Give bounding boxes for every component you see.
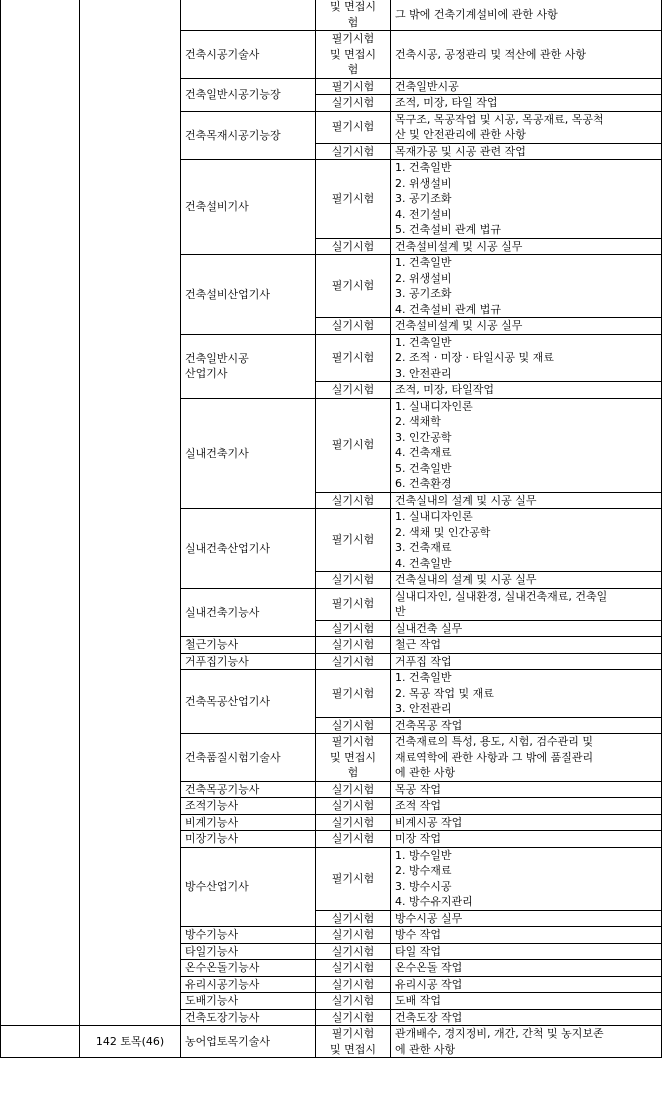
test-method-cell	[316, 31, 391, 79]
test-content-cell	[391, 382, 662, 399]
qualification-cell-line: 거푸집기능사	[185, 654, 249, 668]
qualification-cell-line: 타일기능사	[185, 944, 239, 958]
qualification-cell-line: 유리시공기능사	[185, 977, 260, 991]
test-content-cell	[391, 143, 662, 160]
test-method-cell	[316, 831, 391, 848]
test-method-cell	[316, 255, 391, 318]
test-method-cell-line: 필기시험	[331, 192, 375, 205]
test-content-cell	[391, 398, 662, 492]
test-content-cell	[391, 927, 662, 944]
qualification-cell	[181, 334, 316, 398]
test-content-cell-line: 건축재료의 특성, 용도, 시험, 검수관리 및	[395, 735, 593, 748]
test-method-cell	[316, 653, 391, 670]
test-content-cell	[391, 95, 662, 112]
qualification-cell	[181, 1026, 316, 1058]
qualification-cell-line: 조적기능사	[185, 799, 239, 812]
test-method-cell-line: 실기시험	[331, 961, 375, 974]
test-content-cell	[391, 798, 662, 815]
test-content-cell-line: 3. 인간공학	[395, 430, 452, 444]
test-content-cell	[391, 831, 662, 848]
test-method-cell-line: 험	[347, 63, 359, 76]
qualification-cell-line: 건축목공기능사	[185, 782, 260, 796]
test-method-cell-line: 및 면접시	[329, 750, 376, 764]
test-content-cell-line: 유리시공 작업	[395, 977, 463, 991]
test-content-cell-line: 5. 건축설비 관계 법규	[395, 223, 501, 236]
test-content-cell-line: 2. 목공 작업 및 재료	[395, 686, 494, 700]
test-content-cell-line: 비계시공 작업	[395, 815, 463, 829]
test-content-cell-line: 6. 건축환경	[395, 477, 452, 490]
table-row	[1, 1026, 662, 1058]
qualification-cell-line: 건축일반시공	[185, 351, 249, 365]
test-content-cell-line: 건축실내의 설계 및 시공 실무	[395, 493, 537, 507]
test-content-cell	[391, 976, 662, 993]
test-content-cell-line: 2. 색채 및 인간공학	[395, 525, 491, 539]
qualification-cell-line: 철근기능사	[185, 638, 239, 651]
test-content-cell-line: 3. 공기조화	[395, 287, 452, 300]
test-content-cell	[391, 160, 662, 239]
test-content-cell-line: 건축설비설계 및 시공 실무	[395, 319, 523, 332]
test-method-cell	[316, 814, 391, 831]
qualification-cell	[181, 781, 316, 798]
qualification-cell-line: 건축설비산업기사	[185, 287, 271, 301]
test-content-cell	[391, 111, 662, 143]
test-method-cell	[316, 588, 391, 620]
test-content-cell	[391, 238, 662, 255]
test-content-cell-line: 4. 방수유지관리	[395, 895, 473, 908]
test-method-cell-line: 필기시험	[331, 32, 375, 45]
test-method-cell	[316, 798, 391, 815]
test-content-cell	[391, 588, 662, 620]
test-content-cell-line: 미장 작업	[395, 832, 442, 845]
test-content-cell-line: 에 관한 사항	[395, 1042, 456, 1056]
test-method-cell	[316, 717, 391, 734]
qualification-cell-line: 실내건축산업기사	[185, 541, 271, 555]
qualification-cell	[181, 255, 316, 335]
test-content-cell-line: 실내건축 실무	[395, 621, 463, 635]
test-content-cell-line: 2. 위생설비	[395, 271, 452, 285]
test-method-cell	[316, 670, 391, 718]
test-method-cell-line: 및 면접시	[329, 47, 376, 61]
test-content-cell-line: 건축도장 작업	[395, 1010, 463, 1024]
test-content-cell-line: 건축목공 작업	[395, 718, 463, 732]
test-content-cell-line: 재료역학에 관한 사항과 그 밖에 품질관리	[395, 750, 594, 764]
test-method-cell	[316, 334, 391, 382]
test-content-cell-line: 2. 색채학	[395, 415, 441, 428]
test-method-cell-line: 필기시험	[331, 533, 375, 547]
test-method-cell-line: 필기시험	[331, 351, 375, 364]
test-method-cell-line: 실기시험	[331, 1010, 375, 1024]
test-method-cell-line: 필기시험	[331, 1027, 375, 1040]
test-content-cell	[391, 847, 662, 910]
test-method-cell	[316, 993, 391, 1010]
test-content-cell	[391, 318, 662, 335]
test-method-cell	[316, 143, 391, 160]
test-method-cell-line: 실기시험	[331, 621, 375, 635]
test-content-cell	[391, 717, 662, 734]
qualification-cell	[181, 927, 316, 944]
test-content-cell-line: 조적 작업	[395, 799, 442, 812]
test-content-cell	[391, 993, 662, 1010]
qualification-cell	[181, 814, 316, 831]
test-method-cell-line: 실기시험	[331, 911, 375, 925]
qualification-cell-line: 건축시공기술사	[185, 47, 260, 61]
test-content-cell-line: 1. 건축일반	[395, 161, 452, 174]
test-content-cell	[391, 814, 662, 831]
test-content-cell	[391, 910, 662, 927]
test-content-cell-line: 목공 작업	[395, 782, 442, 796]
test-method-cell	[316, 847, 391, 910]
test-method-cell-line: 실기시험	[331, 493, 375, 507]
qualification-cell	[181, 960, 316, 977]
test-content-cell-line: 3. 안전관리	[395, 366, 452, 380]
test-content-cell-line: 1. 방수일반	[395, 848, 452, 862]
qualification-cell-line: 실내건축기사	[185, 446, 249, 460]
test-content-cell	[391, 78, 662, 95]
test-method-cell-line: 험	[347, 766, 359, 779]
test-content-cell-line: 4. 건축일반	[395, 556, 452, 570]
test-content-cell	[391, 334, 662, 382]
test-content-cell-line: 1. 실내디자인론	[395, 510, 473, 523]
qualification-cell-line: 비계기능사	[185, 815, 239, 829]
test-content-cell-line: 건축일반시공	[395, 79, 459, 93]
qualification-cell-line: 방수산업기사	[185, 880, 249, 893]
test-content-cell	[391, 1009, 662, 1026]
test-content-cell-line: 관개배수, 경지정비, 개간, 간척 및 농지보존	[395, 1027, 604, 1040]
test-method-cell-line: 실기시험	[331, 383, 375, 396]
test-method-cell-line: 필기시험	[331, 686, 375, 700]
test-content-cell-line: 방수시공 실무	[395, 911, 463, 925]
qualification-cell	[181, 943, 316, 960]
test-method-cell-line: 실기시험	[331, 718, 375, 732]
test-content-cell	[391, 943, 662, 960]
test-method-cell	[316, 572, 391, 589]
test-method-cell	[316, 95, 391, 112]
test-content-cell-line: 타일 작업	[395, 944, 442, 958]
test-content-cell	[391, 960, 662, 977]
test-method-cell	[316, 943, 391, 960]
qualification-cell	[181, 31, 316, 79]
test-method-cell-line: 험	[347, 15, 359, 29]
test-content-cell-line: 도배 작업	[395, 994, 442, 1007]
test-content-cell-line: 건축실내의 설계 및 시공 실무	[395, 573, 537, 586]
test-content-cell-line: 거푸집 작업	[395, 654, 452, 668]
qualification-cell	[181, 509, 316, 589]
test-method-cell	[316, 318, 391, 335]
test-method-cell-line: 필기시험	[331, 120, 375, 134]
test-content-cell-line: 조적, 미장, 타일작업	[395, 383, 494, 396]
table-row	[1, 0, 662, 31]
test-method-cell	[316, 78, 391, 95]
qualification-cell	[181, 976, 316, 993]
test-method-cell-line: 실기시험	[331, 815, 375, 829]
test-content-cell-line: 4. 전기설비	[395, 207, 452, 221]
qualification-cell	[181, 653, 316, 670]
test-content-cell	[391, 781, 662, 798]
test-content-cell	[391, 492, 662, 509]
test-content-cell-line: 온수온돌 작업	[395, 961, 463, 974]
test-content-cell-line: 3. 건축재료	[395, 541, 452, 554]
qualification-cell-line: 실내건축기능사	[185, 605, 260, 619]
test-content-cell-line: 그 밖에 건축기계설비에 관한 사항	[395, 7, 558, 21]
category-cell	[1, 1026, 80, 1058]
test-content-cell	[391, 734, 662, 782]
test-method-cell-line: 실기시험	[331, 239, 375, 253]
test-content-cell	[391, 653, 662, 670]
code-cell	[80, 0, 181, 1026]
qualification-cell-line: 건축목공산업기사	[185, 694, 271, 708]
test-content-cell-line: 건축시공, 공정관리 및 적산에 관한 사항	[395, 47, 586, 61]
category-cell	[1, 0, 80, 1026]
qualification-cell	[181, 111, 316, 160]
test-method-cell-line: 실기시험	[331, 638, 375, 651]
test-method-cell-line: 및 면접시	[329, 1042, 376, 1056]
test-content-cell-line: 실내디자인, 실내환경, 실내건축재료, 건축일	[395, 589, 608, 603]
qualification-cell	[181, 160, 316, 255]
test-content-cell-line: 방수 작업	[395, 928, 442, 941]
qualification-cell-line: 건축설비기사	[185, 200, 249, 214]
test-content-cell-line: 5. 건축일반	[395, 461, 452, 475]
qualification-cell	[181, 1009, 316, 1026]
test-method-cell-line: 실기시험	[331, 319, 375, 332]
test-method-cell-line: 필기시험	[331, 79, 375, 93]
test-method-cell-line: 실기시험	[331, 944, 375, 958]
qualification-cell-line: 건축도장기능사	[185, 1010, 260, 1024]
qualification-cell-line: 방수기능사	[185, 928, 239, 941]
qualification-cell	[181, 734, 316, 782]
test-method-cell-line: 실기시험	[331, 96, 375, 109]
test-method-cell-line: 필기시험	[331, 871, 375, 885]
qualification-cell	[181, 798, 316, 815]
test-method-cell-line: 필기시험	[331, 597, 375, 611]
test-content-cell-line: 1. 건축일반	[395, 256, 452, 269]
test-content-cell-line: 1. 건축일반	[395, 335, 452, 349]
test-content-cell-line: 에 관한 사항	[395, 766, 456, 779]
test-content-cell-line: 반	[395, 605, 406, 618]
test-content-cell	[391, 572, 662, 589]
qualification-cell-line: 건축목재시공기능장	[185, 128, 281, 142]
qualification-cell	[181, 78, 316, 111]
test-content-cell-line: 2. 조적 · 미장 · 타일시공 및 재료	[395, 351, 554, 364]
qualification-cell-line: 도배기능사	[185, 994, 239, 1007]
qualification-cell	[181, 670, 316, 734]
test-method-cell-line: 실기시험	[331, 994, 375, 1007]
qualification-cell-line: 온수온돌기능사	[185, 961, 260, 974]
test-method-cell	[316, 734, 391, 782]
qualification-cell-line: 산업기사	[185, 367, 228, 380]
test-method-cell-line: 실기시험	[331, 782, 375, 796]
test-method-cell	[316, 976, 391, 993]
test-content-cell	[391, 255, 662, 318]
test-content-cell	[391, 1026, 662, 1058]
qualification-cell-line: 미장기능사	[185, 832, 239, 845]
test-method-cell-line: 실기시험	[331, 928, 375, 941]
qualification-cell-line: 건축일반시공기능장	[185, 87, 281, 101]
qualification-cell	[181, 993, 316, 1010]
test-content-cell-line: 2. 위생설비	[395, 176, 452, 190]
test-content-cell-line: 4. 건축재료	[395, 446, 452, 459]
test-method-cell	[316, 111, 391, 143]
test-method-cell-line: 및 면접시	[329, 0, 376, 13]
test-content-cell-line: 3. 안전관리	[395, 702, 452, 715]
test-method-cell	[316, 910, 391, 927]
test-method-cell	[316, 382, 391, 399]
test-content-cell-line: 건축설비설계 및 시공 실무	[395, 239, 523, 253]
test-method-cell	[316, 637, 391, 654]
test-content-cell-line: 산 및 안전관리에 관한 사항	[395, 128, 526, 141]
test-method-cell	[316, 1026, 391, 1058]
code-cell	[80, 1026, 181, 1058]
test-content-cell-line: 조적, 미장, 타일 작업	[395, 96, 498, 109]
test-method-cell-line: 실기시험	[331, 832, 375, 845]
qualification-cell-line: 농어업토목기술사	[185, 1034, 271, 1048]
test-method-cell	[316, 238, 391, 255]
test-method-cell-line: 실기시험	[331, 654, 375, 668]
test-method-cell-line: 필기시험	[331, 735, 375, 748]
test-method-cell-line: 필기시험	[331, 279, 375, 293]
test-method-cell-line: 실기시험	[331, 573, 375, 586]
qualification-cell	[181, 0, 316, 31]
code-cell-line: 142 토목(46)	[95, 1034, 165, 1048]
test-method-cell	[316, 160, 391, 239]
test-content-cell-line: 목재가공 및 시공 관련 작업	[395, 144, 526, 158]
test-method-cell	[316, 960, 391, 977]
test-method-cell-line: 실기시험	[331, 144, 375, 158]
qualification-cell	[181, 847, 316, 927]
test-content-cell-line: 1. 건축일반	[395, 671, 452, 684]
test-content-cell-line: 3. 방수시공	[395, 879, 452, 893]
test-content-cell	[391, 0, 662, 31]
test-method-cell	[316, 781, 391, 798]
test-method-cell	[316, 509, 391, 572]
test-method-cell-line: 실기시험	[331, 799, 375, 812]
qualification-cell	[181, 588, 316, 637]
test-method-cell	[316, 398, 391, 492]
test-content-cell	[391, 509, 662, 572]
test-method-cell-line: 필기시험	[331, 438, 375, 452]
test-method-cell	[316, 620, 391, 637]
test-content-cell-line: 1. 실내디자인론	[395, 399, 473, 413]
qualification-cell	[181, 398, 316, 509]
qualification-cell-line: 건축품질시험기술사	[185, 750, 281, 764]
test-method-cell	[316, 1009, 391, 1026]
test-content-cell-line: 2. 방수재료	[395, 864, 452, 877]
test-content-cell	[391, 31, 662, 79]
test-method-cell	[316, 492, 391, 509]
test-content-cell	[391, 620, 662, 637]
test-content-cell	[391, 670, 662, 718]
test-method-cell	[316, 927, 391, 944]
qualification-cell	[181, 831, 316, 848]
test-method-cell	[316, 0, 391, 31]
test-content-cell-line: 3. 공기조화	[395, 192, 452, 205]
test-content-cell-line: 철근 작업	[395, 638, 442, 651]
test-method-cell-line: 실기시험	[331, 977, 375, 991]
qualification-cell	[181, 637, 316, 654]
test-content-cell	[391, 637, 662, 654]
test-content-cell-line: 4. 건축설비 관계 법규	[395, 302, 501, 316]
test-content-cell-line: 목구조, 목공작업 및 시공, 목공재료, 목공척	[395, 112, 604, 126]
